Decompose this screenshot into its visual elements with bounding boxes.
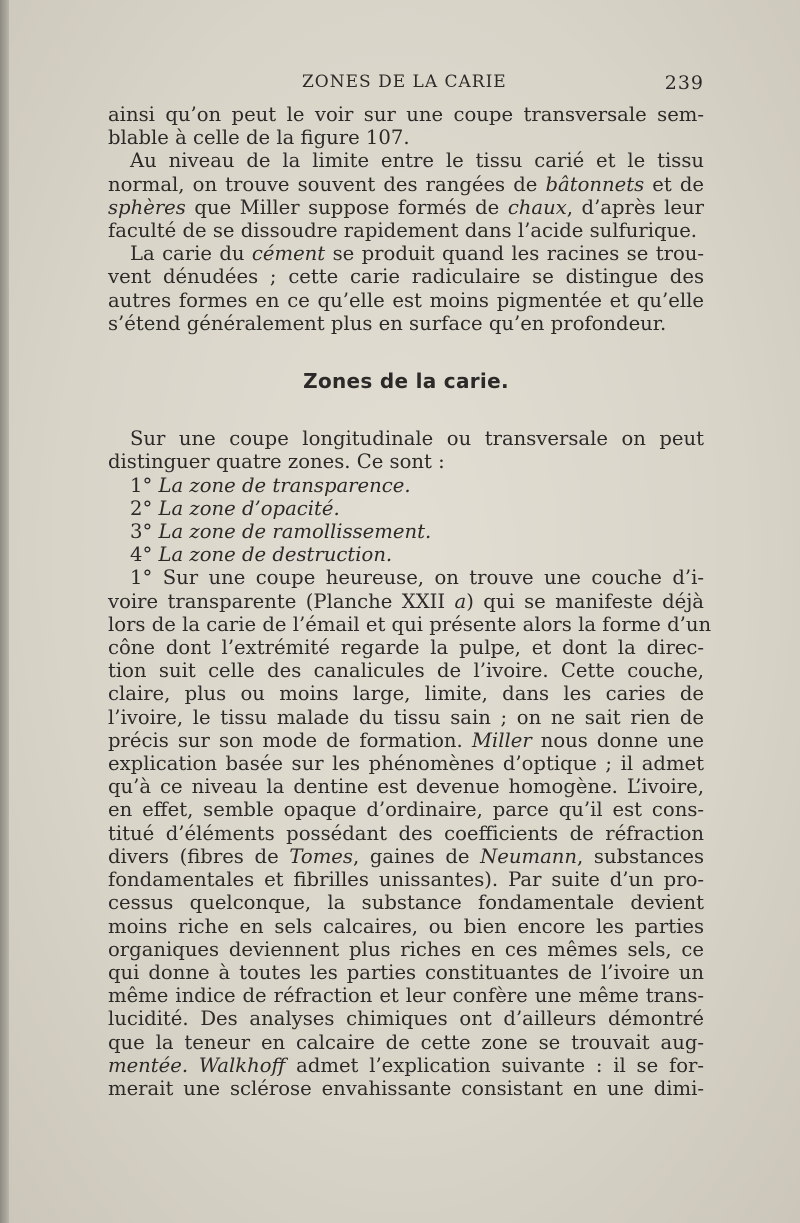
- text-line: explication basée sur les phénomènes d’optique ; il admet: [108, 752, 704, 776]
- text-line: organiques deviennent plus riches en ces mêmes sels, ce: [108, 937, 704, 961]
- text-span: normal, on trouve souvent des rangées de: [108, 172, 546, 196]
- text-line: [108, 1054, 704, 1077]
- text-line: [108, 173, 704, 196]
- text-line: Au niveau de la limite entre le tissu carié et le tissu: [130, 149, 704, 173]
- text-span: divers (fibres de: [108, 844, 290, 868]
- text-line: [108, 242, 704, 265]
- italic-term: Miller: [471, 728, 532, 752]
- paragraph-transparence: [108, 566, 712, 1100]
- text-span: que Miller suppose formés de: [185, 195, 508, 219]
- text-line: ainsi qu’on peut le voir sur une coupe transversale sem-: [108, 103, 704, 126]
- text-line: moins riche en sels calcaires, ou bien encore les parties: [108, 914, 704, 938]
- text-line: cône dont l’extrémité regarde la pulpe, et dont la direc-: [108, 636, 704, 660]
- text-line: autres formes en ce qu’elle est moins pigmentée et qu’elle: [108, 288, 704, 312]
- text-line: cessus quelconque, la substance fondamentale devient: [108, 891, 704, 915]
- text-line: l’ivoire, le tissu malade du tissu sain ; on ne sait rien de: [108, 705, 704, 729]
- text-line: que la teneur en calcaire de cette zone se trouvait aug-: [108, 1030, 704, 1054]
- text-span: admet l’explication suivante : il se for-: [285, 1053, 704, 1077]
- section-heading: Zones de la carie.: [303, 369, 509, 394]
- text-line: qu’à ce niveau la dentine est devenue homogène. L’ivoire,: [108, 775, 704, 799]
- list-number: 2°: [130, 496, 159, 520]
- text-line: qui donne à toutes les parties constituantes de l’ivoire un: [108, 960, 704, 984]
- zones-list: [108, 474, 704, 567]
- text-line: merait une sclérose envahissante consistant en une dimi-: [108, 1076, 704, 1100]
- italic-term: a: [454, 589, 467, 613]
- list-item: [108, 543, 704, 566]
- list-item: [108, 474, 704, 497]
- text-line: fondamentales et fibrilles unissantes). Par suite d’un pro-: [108, 868, 704, 892]
- text-line: lucidité. Des analyses chimiques ont d’ailleurs démontré: [108, 1007, 704, 1031]
- running-head: [108, 70, 704, 96]
- text-span: , substances: [577, 844, 705, 868]
- text-line: [108, 590, 704, 613]
- paragraph-continuation: [108, 103, 704, 149]
- paragraph-zones-intro: [108, 427, 704, 473]
- text-line: s’étend généralement plus en surface qu’en profondeur.: [108, 311, 667, 335]
- text-line: faculté de se dissoudre rapidement dans l’acide sulfurique.: [108, 219, 698, 243]
- text-line: distinguer quatre zones. Ce sont :: [108, 450, 445, 474]
- italic-term: Tomes: [289, 844, 353, 868]
- text-span: nous donne une: [531, 728, 704, 752]
- text-line: vent dénudées ; cette carie radiculaire se distingue des: [108, 265, 704, 289]
- italic-term: Neumann: [480, 844, 578, 868]
- text-span: voire transparente (Planche XXII: [108, 589, 455, 613]
- italic-term: bâtonnets: [545, 172, 645, 196]
- list-number: 3°: [130, 520, 159, 544]
- body-text: [108, 103, 712, 1100]
- text-line: [108, 196, 704, 219]
- list-item: [108, 497, 704, 520]
- text-span: ) qui se manifeste déjà: [466, 589, 704, 613]
- page-binding-edge: [0, 0, 9, 1223]
- list-number: 1°: [130, 473, 159, 497]
- text-span: et de: [644, 172, 704, 196]
- list-label: La zone de transparence.: [158, 473, 411, 497]
- page-number: 239: [664, 72, 704, 94]
- text-line: [108, 729, 704, 752]
- italic-term: sphères: [108, 195, 186, 219]
- text-line: lors de la carie de l’émail et qui présente alors la forme d’un: [108, 612, 712, 636]
- text-span: , gaines de: [352, 844, 481, 868]
- text-span: La carie du: [130, 242, 252, 266]
- text-line: même indice de réfraction et leur confère une même trans-: [108, 984, 704, 1008]
- list-label: La zone d’opacité.: [158, 496, 340, 520]
- list-label: La zone de ramollissement.: [158, 520, 432, 544]
- italic-term: cément: [251, 242, 326, 266]
- text-line: [108, 845, 704, 868]
- running-head-title: ZONES DE LA CARIE: [302, 72, 507, 92]
- text-line: Sur une coupe longitudinale ou transversale on peut: [130, 427, 704, 451]
- list-number: 4°: [130, 543, 159, 567]
- italic-term: mentée. Walkhoff: [108, 1053, 286, 1077]
- text-line: 1° Sur une coupe heureuse, on trouve une couche d’i-: [130, 566, 704, 590]
- list-label: La zone de destruction.: [158, 543, 393, 567]
- text-span: se produit quand les racines se trou-: [325, 242, 704, 266]
- paragraph-cement: [108, 242, 704, 335]
- text-line: titué d’éléments possédant des coefficients de réfraction: [108, 821, 704, 845]
- list-item: [108, 520, 704, 543]
- text-span: précis sur son mode de formation.: [108, 728, 472, 752]
- text-line: claire, plus ou moins large, limite, dans les caries de: [108, 682, 704, 706]
- paragraph-batonnets: [108, 149, 704, 242]
- text-line: tion suit celle des canalicules de l’ivoire. Cette couche,: [108, 659, 704, 683]
- italic-term: chaux: [507, 195, 567, 219]
- text-span: , d’après leur: [566, 195, 704, 219]
- text-line: en effet, semble opaque d’ordinaire, parce qu’il est cons-: [108, 798, 704, 822]
- text-line: blable à celle de la figure 107.: [108, 126, 410, 150]
